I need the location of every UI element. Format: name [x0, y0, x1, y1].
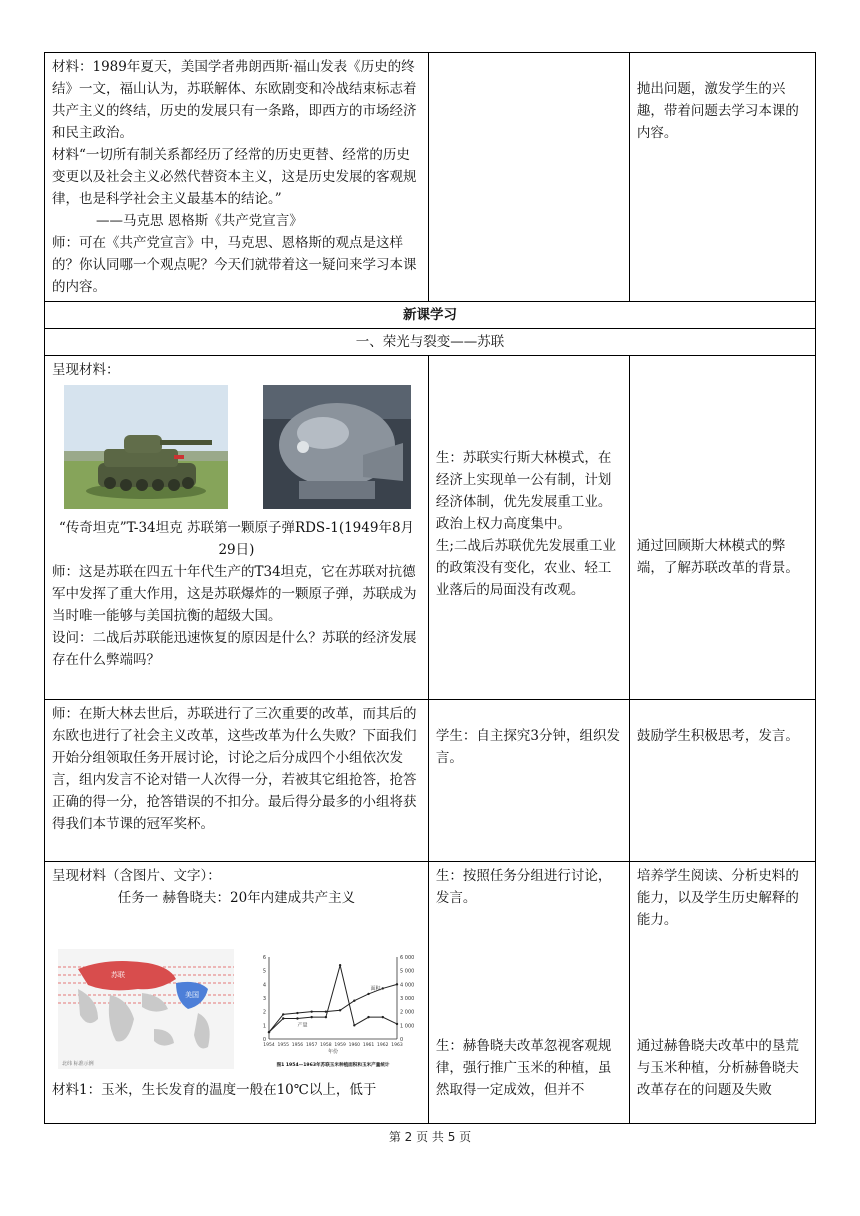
section1-heading: 一、荣光与裂变——苏联 — [45, 329, 816, 356]
intro-intent-cell — [629, 53, 815, 302]
task1-figures — [52, 909, 421, 1079]
task1-title: 任务一 赫鲁晓夫：20年内建成共产主义 — [117, 890, 356, 906]
series-2-point — [353, 1024, 355, 1026]
soviet-teacher-text: 师：这是苏联在四五十年代生产的T34坦克，它在苏联对抗德军中发挥了重大作用，这是苏联爆炸的一颗原子弹，苏联成为当时唯一能够与美国抗衡的超级大国。 — [52, 564, 417, 624]
task1-intent-2: 通过赫鲁晓夫改革中的垦荒与玉米种植，分析赫鲁晓夫改革存在的问题及失败 — [636, 1038, 799, 1098]
series-label-yield: 产量 — [297, 1022, 308, 1029]
intro-row — [45, 53, 816, 302]
intro-intent: 抛出问题，激发学生的兴趣，带着问题去学习本课的内容。 — [636, 81, 799, 141]
reform-student-cell — [428, 700, 629, 862]
reform-row — [45, 700, 816, 862]
soviet-question: 设问：二战后苏联能迅速恢复的原因是什么？苏联的经济发展存在什么弊端吗？ — [52, 630, 417, 668]
t34-tank-image — [64, 385, 228, 509]
x-tick-label: 1959 — [334, 1043, 346, 1048]
intro-material-1: 材料：1989年夏天，美国学者弗朗西斯·福山发表《历史的终结》一文，福山认为，苏联解体、东欧剧变和冷战结束标志着共产主义的终结，历史的发展只有一条路，即西方的市场经济和民主政治。 — [52, 59, 417, 141]
intro-material-2: 材料“一切所有制关系都经历了经常的历史更替、经常的历史变更以及社会主义必然代替资本主义，这是历史发展的客观规律，也是科学社会主义最基本的结论。” — [52, 147, 417, 207]
x-tick-label: 1954 — [263, 1043, 275, 1048]
series-2-point — [367, 1016, 369, 1018]
y2-tick-label: 3 000 — [399, 996, 415, 1002]
series-1-point — [296, 1012, 298, 1014]
y-tick-label: 5 — [262, 968, 266, 975]
x-tick-label: 1956 — [291, 1043, 304, 1048]
page-footer: 第 2 页 共 5 页 — [388, 1130, 472, 1144]
task1-material-1: 材料1：玉米，生长发育的温度一般在10℃以上，低于 — [52, 1082, 377, 1098]
series-2-point — [310, 1016, 312, 1018]
reform-teacher-text: 师：在斯大林去世后，苏联进行了三次重要的改革，而其后的东欧也进行了社会主义改革，这些改革为什么失败？下面我们开始分组领取任务开展讨论，讨论之后分成四个小组依次发言，组内发言不论对错一人次得一分，若被其它组抢答，抢答正确的得一分，抢答错误的不扣分。最后得分最多的小组将获得我们本节课的冠军奖杯。 — [52, 706, 417, 832]
intro-student-cell — [428, 53, 629, 302]
series-2-point — [268, 1031, 270, 1033]
soviet-student-answer-2: 生;二战后苏联优先发展重工业的政策没有变化，农业、轻工业落后的局面没有改观。 — [435, 538, 616, 598]
task1-present-label: 呈现材料（含图片、文字）： — [52, 868, 221, 884]
series-1-point — [396, 983, 398, 985]
soviet-intent: 通过回顾斯大林模式的弊端，了解苏联改革的背景。 — [636, 538, 799, 576]
series-1-point — [282, 1013, 284, 1015]
series-2-point — [325, 1016, 327, 1018]
soviet-row — [45, 356, 816, 700]
x-tick-label: 1960 — [348, 1043, 360, 1048]
new-lesson-heading: 新课学习 — [45, 302, 816, 329]
new-lesson-row — [45, 302, 816, 329]
photo-row — [52, 381, 421, 517]
rds1-bomb-photo — [263, 385, 411, 509]
corn-line-chart — [247, 949, 419, 1069]
y-tick-label: 6 — [262, 955, 266, 961]
task1-intent-1: 培养学生阅读、分析史料的能力，以及学生历史解释的能力。 — [636, 868, 799, 928]
series-2-point — [381, 1016, 383, 1018]
reform-intent-cell — [629, 700, 815, 862]
t34-tank-photo — [64, 385, 228, 509]
task1-intent-cell — [629, 862, 815, 1124]
series-1-point — [367, 993, 369, 995]
y2-tick-label: 6 000 — [399, 955, 415, 961]
task1-row — [45, 862, 816, 1124]
y-tick-label: 4 — [262, 982, 266, 989]
series-1-point — [353, 1000, 355, 1002]
map-label-ussr: 苏联 — [111, 971, 125, 979]
y-tick-label: 1 — [262, 1023, 266, 1030]
y2-tick-label: 4 000 — [399, 982, 415, 989]
map-label-usa: 美国 — [185, 991, 199, 999]
world-map-image — [58, 949, 234, 1069]
reform-teacher-cell — [45, 700, 429, 862]
x-tick-label: 1962 — [376, 1043, 389, 1048]
y-tick-label: 3 — [262, 996, 266, 1002]
x-tick-label: 1961 — [362, 1043, 375, 1048]
intro-teacher-question: 师：可在《共产党宣言》中，马克思、恩格斯的观点是这样的？你认同哪一个观点呢？今天们就带着这一疑问来学习本课的内容。 — [52, 235, 417, 295]
latitude-map-figure — [58, 949, 234, 1069]
soviet-teacher-cell — [45, 356, 429, 700]
reform-student-activity: 学生：自主探究3分钟，组织发言。 — [435, 728, 620, 766]
soviet-present-label: 呈现材料： — [52, 362, 120, 378]
y-tick-label: 2 — [262, 1009, 266, 1016]
series-line-2 — [269, 965, 397, 1032]
task1-teacher-cell — [45, 862, 429, 1124]
soviet-intent-cell — [629, 356, 815, 700]
intro-material-2-source: ——马克思 恩格斯《共产党宣言》 — [96, 213, 303, 229]
series-2-point — [339, 964, 341, 966]
y2-tick-label: 2 000 — [399, 1009, 415, 1016]
series-1-point — [381, 987, 383, 989]
x-tick-label: 1963 — [391, 1043, 403, 1048]
section1-row — [45, 329, 816, 356]
x-axis-label: 年份 — [327, 1049, 338, 1055]
y2-tick-label: 0 — [399, 1037, 404, 1043]
y2-tick-label: 1 000 — [399, 1023, 415, 1030]
y2-tick-label: 5 000 — [399, 968, 415, 975]
series-1-point — [310, 1010, 312, 1012]
series-1-point — [339, 1009, 341, 1011]
chart-title: 图1 1954—1963年苏联玉米种植面积和玉米产量统计 — [276, 1063, 390, 1068]
soviet-student-answer-1: 生：苏联实行斯大林模式，在经济上实现单一公有制，计划经济体制，优先发展重工业。政治上权力高度集中。 — [435, 450, 612, 532]
rds1-bomb-image — [263, 385, 411, 509]
task1-student-answer: 生：赫鲁晓夫改革忽视客观规律，强行推广玉米的种植，虽然取得一定成效，但并不 — [435, 1038, 612, 1098]
intro-teacher-cell — [45, 53, 429, 302]
soviet-student-cell — [428, 356, 629, 700]
series-2-point — [396, 1023, 398, 1025]
corn-chart-svg — [247, 949, 419, 1069]
reform-intent: 鼓励学生积极思考，发言。 — [636, 728, 799, 744]
x-tick-label: 1955 — [277, 1043, 289, 1048]
y-tick-label: 0 — [262, 1037, 266, 1043]
x-tick-label: 1958 — [320, 1043, 332, 1048]
map-note: 北纬 标准示例 — [62, 1061, 94, 1067]
lesson-plan-table — [44, 52, 816, 1124]
series-2-point — [282, 1017, 284, 1019]
lesson-plan-page — [44, 52, 816, 1124]
x-tick-label: 1957 — [305, 1043, 318, 1048]
series-label-area: 面积 — [370, 985, 381, 992]
series-2-point — [296, 1017, 298, 1019]
task1-student-discuss: 生：按照任务分组进行讨论，发言。 — [435, 868, 612, 906]
task1-student-cell — [428, 862, 629, 1124]
soviet-photo-caption: “传奇坦克”T-34坦克 苏联第一颗原子弹RDS-1(1949年8月29日) — [58, 520, 415, 558]
